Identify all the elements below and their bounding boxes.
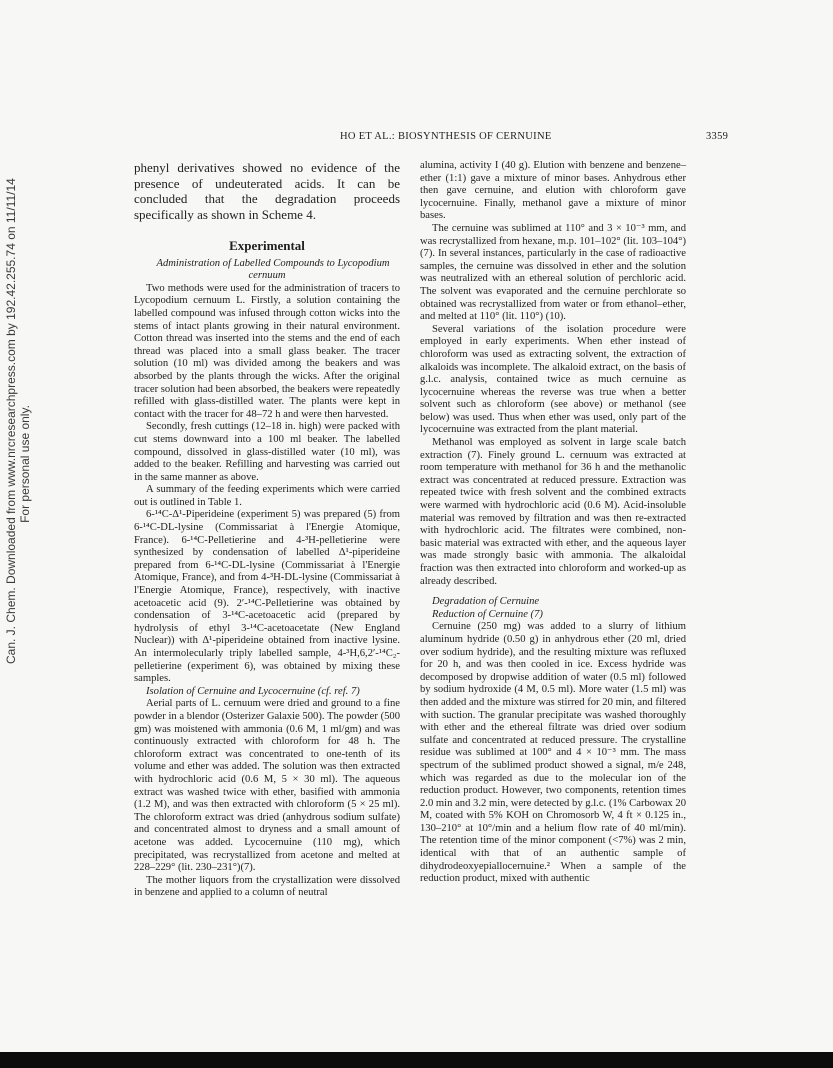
- scan-edge-bar: [0, 1052, 833, 1068]
- paragraph: Methanol was employed as solvent in large scale batch extraction (7). Finely ground L. cernuum was extracted at room temperature with methanol for 36 h and the methanolic extract was concentrated at reduced pressure. Extraction was repeated twice with fresh solvent and the combined extracts were warmed with hydrochloric acid (0.6 M). Acid-insoluble material was removed by filtration and was then re-extracted with hydrochloric acid. The filtrates were combined, non-basic material was extracted with ether, and the aqueous layer was made strongly basic with ammonia. The alkaloidal fraction was then extracted into chloroform and worked-up as already described.: [420, 437, 686, 587]
- subsection-title-isolation: Isolation of Cernuine and Lycocernuine (cf. ref. 7): [146, 685, 360, 697]
- paragraph: Secondly, fresh cuttings (12–18 in. high) were packed with cut stems downward into a 100 ml beaker. The labelled compound, dissolved in glass-distilled water (10 ml), was added to the beaker. Refilling and harvesting was carried out in the same manner as above.: [134, 421, 400, 483]
- page-number: 3359: [706, 131, 729, 142]
- download-watermark: [4, 178, 32, 664]
- right-column: [420, 160, 686, 886]
- paragraph: Several variations of the isolation procedure were employed in early experiments. When ether instead of chloroform was used as extracting solvent, the extraction of alkaloids was incomplete. The alkaloid extract, on the basis of g.l.c. analysis, contained twice as much cernuine as lycocernuine whereas the reverse was true when a better solvent such as chloroform (see above) or methanol (see below) was used. Thus when ether was used, only part of the lycocernuine was extracted from the plant material.: [420, 323, 686, 436]
- subsection-title-degradation: Degradation of Cernuine: [432, 596, 540, 608]
- paragraph: Aerial parts of L. cernuum were dried and ground to a fine powder in a blendor (Osterizer Galaxie 500). The powder (500 gm) was moistened with ammonia (0.6 M, 1 ml/gm) and was continuously extracted with chloroform for 48 h. The chloroform extract was concentrated to one-tenth of its volume and ether was added. The solution was then extracted with hydrochloric acid (0.6 M, 5 × 30 ml). The aqueous extract was washed twice with ether, basified with ammonia (1.2 M), and was then extracted with chloroform (5 × 25 ml). The chloroform extract was dried (anhydrous sodium sulfate) and concentrated almost to dryness and a small amount of acetone was added. Lycocernuine (110 mg), which precipitated, was recrystallized from acetone and melted at 228–229° (lit. 230–231°)(7).: [134, 698, 400, 874]
- running-header: [0, 131, 833, 147]
- paragraph: alumina, activity I (40 g). Elution with benzene and benzene–ether (1:1) gave a mixture of minor bases. Anhydrous ether then gave cernuine, and elution with chloroform gave lycocernuine. Finally, methanol gave a mixture of minor bases.: [420, 160, 686, 222]
- paragraph: 6-¹⁴C-Δ¹-Piperideine (experiment 5) was prepared (5) from 6-¹⁴C-DL-lysine (Commissariat à l'Energie Atomique, France). 6-¹⁴C-Pelletierine and 4-³H-pelletierine were synthesized by condensation of labelled Δ¹-piperideine prepared from 6-¹⁴C-DL-lysine (Commissariat à l'Energie Atomique, France), and from 4-³H-DL-lysine (Commissariat à l'Energie Atomique, France), respectively, with inactive acetoacetic acid (9). 2′-¹⁴C-Pelletierine was obtained by condensation of 3-¹⁴C-acetoacetic acid (prepared by hydrolysis of ethyl 3-¹⁴C-acetoacetate (New England Nuclear)) with Δ¹-piperideine obtained from inactive lysine. An intermolecularly triply labelled sample, 4-³H,6,2′-¹⁴C₂-pelletierine (experiment 6), was obtained by mixing these samples.: [134, 509, 400, 685]
- paragraph: The cernuine was sublimed at 110° and 3 × 10⁻³ mm, and was recrystallized from hexane, m.p. 101–102° (lit. 103–104°)(7). In several instances, particularly in the case of radioactive samples, the cernuine was dissolved in ether and the solution was neutralized with an ethereal solution of perchloric acid. The solvent was evaporated and the cernuine perchlorate so obtained was recrystallized from water or from ethanol–ether, and melted at 110° (lit. 110°) (10).: [420, 222, 686, 323]
- subsection-title-administration: Administration of Labelled Compounds to Lycopodium cernuum: [156, 257, 390, 282]
- lead-paragraph: phenyl derivatives showed no evidence of the presence of undeuterated acids. It can be concluded that the degradation proceeds specifically as shown in Scheme 4.: [134, 160, 400, 222]
- paragraph: A summary of the feeding experiments which were carried out is outlined in Table 1.: [134, 484, 400, 508]
- paragraph: The mother liquors from the crystallization were dissolved in benzene and applied to a column of neutral: [134, 874, 400, 899]
- section-title-experimental: Experimental: [229, 238, 305, 253]
- paragraph: Cernuine (250 mg) was added to a slurry of lithium aluminum hydride (0.50 g) in anhydrous ether (20 ml, dried over sodium hydride), and the resulting mixture was refluxed for 20 h, and was then cooled in ice. Excess hydride was decomposed by dropwise addition of water (0.5 ml) followed by sodium hydroxide (4 M, 0.5 ml). More water (1.5 ml) was then added and the mixture was stirred for 20 min, and filtered with suction. The granular precipitate was washed thoroughly with ether and the ethereal filtrate was dried over sodium sulfate and concentrated at reduced pressure. The crystalline residue was sublimed at 100° and 4 × 10⁻³ mm. The mass spectrum of the sublimed product showed a signal, m/e 248, which was regarded as due to the molecular ion of the reduction product. However, two components, retention times 2.0 min and 3.2 min, were detected by g.l.c. (1% Carbowax 20 M, coated with 5% KOH on Chromosorb W, 4 ft × 0.125 in., 130–210° at 10°/min and a helium flow rate of 40 ml/min). The retention time of the minor component (<7%) was 2 min, identical with that of an authentic sample of dihydrodeoxyepiallocernuine.² When a sample of the reduction product, mixed with authentic: [420, 621, 686, 885]
- watermark-line-1: Can. J. Chem. Downloaded from www.nrcresearchpress.com by 192.42.255.74 on 11/11/14: [4, 178, 18, 664]
- watermark-line-2: For personal use only.: [18, 405, 32, 523]
- subsubsection-title-reduction: Reduction of Cernuine (7): [432, 608, 543, 620]
- spacer: [420, 588, 686, 596]
- paragraph: Two methods were used for the administration of tracers to Lycopodium cernuum L. Firstly, a solution containing the labelled compound was infused through cotton wicks into the stems of intact plants growing in their natural environment. Cotton thread was inserted into the stems and the end of each thread was placed into a small glass beaker. The tracer solution (10 ml) was divided among the beakers and was absorbed by the plants through the wicks. After the original tracer solution had been absorbed, the beakers were repeatedly refilled with glass-distilled water. The plants were kept in contact with the tracer for 48–72 h and were then harvested.: [134, 282, 400, 420]
- running-title: HO ET AL.: BIOSYNTHESIS OF CERNUINE: [340, 131, 552, 142]
- left-column: [134, 160, 400, 900]
